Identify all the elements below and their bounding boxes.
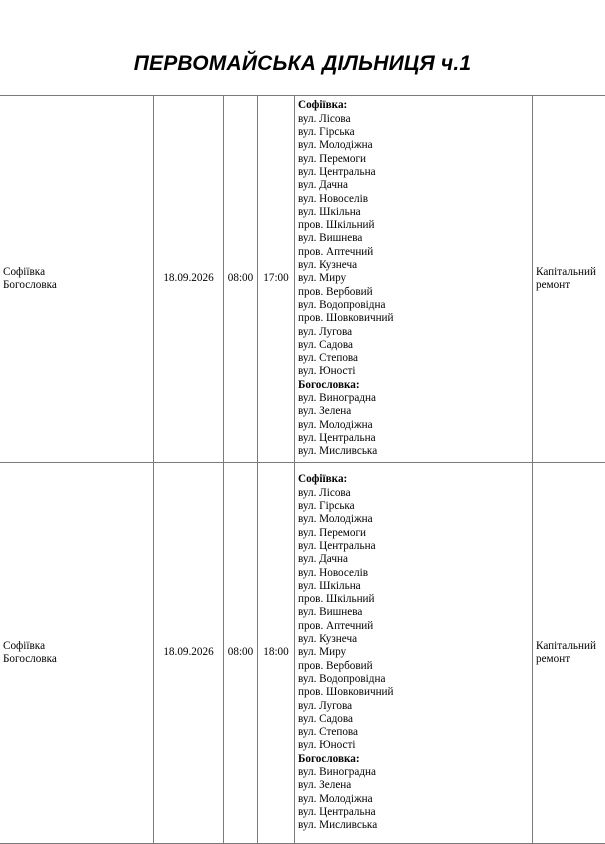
street-item: вул. Кузнеча (298, 259, 529, 272)
street-item: пров. Шкільний (298, 593, 529, 606)
street-item: вул. Новоселів (298, 567, 529, 580)
street-item: пров. Аптечний (298, 246, 529, 259)
street-item: вул. Гірська (298, 500, 529, 513)
street-item: вул. Мисливська (298, 819, 529, 832)
village-heading: Богословка: (298, 379, 529, 392)
streets-cell (295, 96, 533, 463)
street-item: вул. Степова (298, 726, 529, 739)
street-item: вул. Центральна (298, 540, 529, 553)
street-item: вул. Водопровідна (298, 299, 529, 312)
street-item: вул. Центральна (298, 166, 529, 179)
street-item: вул. Вишнева (298, 232, 529, 245)
street-item: пров. Шовковичний (298, 312, 529, 325)
settlements-cell (0, 463, 154, 844)
street-item: пров. Вербовий (298, 286, 529, 299)
street-item: пров. Аптечний (298, 620, 529, 633)
settlement-name: Софіївка (3, 266, 150, 279)
street-item: вул. Молодіжна (298, 419, 529, 432)
street-item: вул. Кузнеча (298, 633, 529, 646)
street-item: вул. Виноградна (298, 766, 529, 779)
street-item: вул. Центральна (298, 806, 529, 819)
settlement-name: Богословка (3, 279, 150, 292)
reason-cell (533, 463, 605, 844)
reason-text: Капітальний (536, 266, 605, 279)
street-item: вул. Вишнева (298, 606, 529, 619)
page-title: ПЕРВОМАЙСЬКА ДІЛЬНИЦЯ ч.1 (0, 52, 605, 76)
table-row (0, 463, 605, 844)
street-item: вул. Мисливська (298, 445, 529, 458)
village-heading: Богословка: (298, 753, 529, 766)
reason-cell (533, 96, 605, 463)
date-cell: 18.09.2026 (154, 463, 224, 844)
street-item: вул. Юності (298, 365, 529, 378)
reason-text: ремонт (536, 279, 605, 292)
street-item: вул. Лугова (298, 700, 529, 713)
street-item: вул. Миру (298, 272, 529, 285)
street-item: вул. Садова (298, 713, 529, 726)
table-row (0, 96, 605, 463)
street-item: вул. Миру (298, 646, 529, 659)
street-item: вул. Садова (298, 339, 529, 352)
village-heading: Софіївка: (298, 473, 529, 486)
street-item: вул. Шкільна (298, 206, 529, 219)
street-item: вул. Юності (298, 739, 529, 752)
street-item: вул. Молодіжна (298, 793, 529, 806)
street-item: вул. Дачна (298, 553, 529, 566)
street-item: вул. Новоселів (298, 193, 529, 206)
start-time-cell: 08:00 (224, 96, 258, 463)
street-item: вул. Виноградна (298, 392, 529, 405)
street-item: пров. Шовковичний (298, 686, 529, 699)
street-item: вул. Зелена (298, 405, 529, 418)
street-item: вул. Перемоги (298, 527, 529, 540)
street-item: пров. Вербовий (298, 660, 529, 673)
end-time-cell: 17:00 (258, 96, 295, 463)
street-item: вул. Перемоги (298, 153, 529, 166)
street-item: вул. Молодіжна (298, 139, 529, 152)
settlement-name: Богословка (3, 653, 150, 666)
end-time-cell: 18:00 (258, 463, 295, 844)
reason-text: Капітальний (536, 640, 605, 653)
street-item: вул. Водопровідна (298, 673, 529, 686)
village-heading: Софіївка: (298, 99, 529, 112)
settlements-cell (0, 96, 154, 463)
settlement-name: Софіївка (3, 640, 150, 653)
street-item: вул. Лісова (298, 113, 529, 126)
streets-cell (295, 463, 533, 844)
start-time-cell: 08:00 (224, 463, 258, 844)
outage-schedule-table (0, 95, 605, 844)
street-item: вул. Шкільна (298, 580, 529, 593)
street-item: пров. Шкільний (298, 219, 529, 232)
street-item: вул. Молодіжна (298, 513, 529, 526)
street-item: вул. Зелена (298, 779, 529, 792)
street-item: вул. Центральна (298, 432, 529, 445)
date-cell: 18.09.2026 (154, 96, 224, 463)
street-item: вул. Лісова (298, 487, 529, 500)
street-item: вул. Степова (298, 352, 529, 365)
street-item: вул. Гірська (298, 126, 529, 139)
street-item: вул. Лугова (298, 326, 529, 339)
street-item: вул. Дачна (298, 179, 529, 192)
reason-text: ремонт (536, 653, 605, 666)
